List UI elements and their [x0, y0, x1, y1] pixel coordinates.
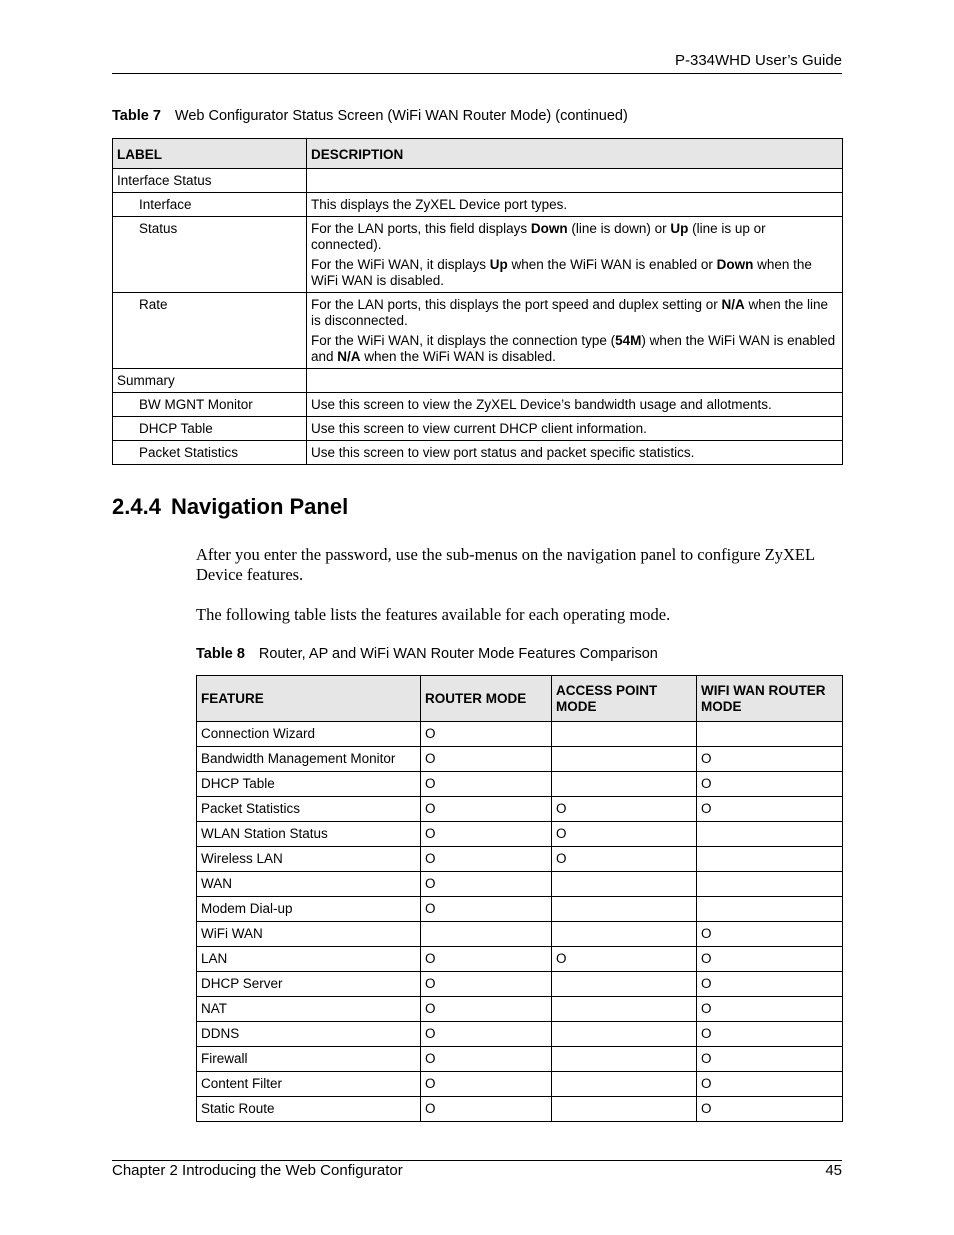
- row-description: For the LAN ports, this field displays Down (line is down) or Up (line is up or connected). For the WiFi WAN, it displays Up when the WiFi WAN is enabled or Down when the WiFi WAN is disabled.: [307, 217, 843, 293]
- table-row: [197, 1072, 843, 1097]
- cell-feature: Content Filter: [197, 1072, 421, 1097]
- cell-router-mode: O: [421, 772, 552, 797]
- footer-chapter: Chapter 2 Introducing the Web Configurator: [112, 1162, 403, 1179]
- cell-wifi-wan-router-mode: O: [697, 1072, 843, 1097]
- row-description: Use this screen to view current DHCP client information.: [307, 417, 843, 441]
- table-row: [197, 1047, 843, 1072]
- table-row: [197, 1097, 843, 1122]
- table-row: [197, 947, 843, 972]
- cell-router-mode: O: [421, 1047, 552, 1072]
- column-header-description: DESCRIPTION: [307, 139, 843, 169]
- table-row: [113, 441, 843, 465]
- cell-feature: DHCP Table: [197, 772, 421, 797]
- row-label: Interface: [113, 193, 307, 217]
- cell-feature: Bandwidth Management Monitor: [197, 747, 421, 772]
- cell-access-point-mode: O: [552, 797, 697, 822]
- section-title: Navigation Panel: [170, 494, 349, 519]
- cell-access-point-mode: O: [552, 847, 697, 872]
- header-divider: [112, 73, 842, 74]
- cell-access-point-mode: [552, 1097, 697, 1122]
- cell-access-point-mode: [552, 997, 697, 1022]
- cell-feature: Static Route: [197, 1097, 421, 1122]
- footer-divider: [112, 1160, 842, 1161]
- cell-feature: WiFi WAN: [197, 922, 421, 947]
- cell-router-mode: O: [421, 797, 552, 822]
- table8-caption-label: Table 8: [196, 646, 245, 662]
- cell-access-point-mode: [552, 772, 697, 797]
- row-description: This displays the ZyXEL Device port types.: [307, 193, 843, 217]
- cell-wifi-wan-router-mode: [697, 897, 843, 922]
- row-description: [307, 369, 843, 393]
- cell-access-point-mode: O: [552, 822, 697, 847]
- cell-access-point-mode: [552, 1072, 697, 1097]
- cell-access-point-mode: [552, 922, 697, 947]
- cell-feature: Connection Wizard: [197, 722, 421, 747]
- table-row: [113, 217, 843, 293]
- cell-wifi-wan-router-mode: [697, 847, 843, 872]
- cell-feature: DDNS: [197, 1022, 421, 1047]
- cell-access-point-mode: [552, 1047, 697, 1072]
- cell-wifi-wan-router-mode: O: [697, 1022, 843, 1047]
- column-header-feature: FEATURE: [197, 676, 421, 722]
- cell-feature: Modem Dial-up: [197, 897, 421, 922]
- cell-wifi-wan-router-mode: O: [697, 972, 843, 997]
- row-description: Use this screen to view port status and packet specific statistics.: [307, 441, 843, 465]
- table-row: [113, 369, 843, 393]
- column-header-access-point-mode: ACCESS POINT MODE: [552, 676, 697, 722]
- table8-caption-text: Router, AP and WiFi WAN Router Mode Features Comparison: [258, 646, 658, 662]
- table-header-row: [197, 676, 843, 722]
- cell-router-mode: O: [421, 1072, 552, 1097]
- cell-wifi-wan-router-mode: O: [697, 772, 843, 797]
- cell-router-mode: O: [421, 1022, 552, 1047]
- row-label: Summary: [113, 369, 307, 393]
- cell-wifi-wan-router-mode: O: [697, 797, 843, 822]
- cell-feature: Packet Statistics: [197, 797, 421, 822]
- cell-access-point-mode: [552, 897, 697, 922]
- cell-access-point-mode: [552, 1022, 697, 1047]
- cell-feature: DHCP Server: [197, 972, 421, 997]
- row-description: For the LAN ports, this displays the port speed and duplex setting or N/A when the line is disconnected. For the WiFi WAN, it displays the connection type (54M) when the WiFi WAN is enabled and N/A when the WiFi WAN is disabled.: [307, 293, 843, 369]
- features-comparison-table: [196, 675, 843, 1122]
- table-row: [197, 772, 843, 797]
- table-row: [113, 417, 843, 441]
- table-row: [197, 997, 843, 1022]
- status-screen-table: [112, 138, 843, 465]
- cell-access-point-mode: O: [552, 947, 697, 972]
- cell-router-mode: [421, 922, 552, 947]
- table-row: [197, 1022, 843, 1047]
- table-row: [197, 847, 843, 872]
- table-row: [197, 797, 843, 822]
- table7-caption-label: Table 7: [112, 108, 161, 124]
- cell-router-mode: O: [421, 947, 552, 972]
- row-label: DHCP Table: [113, 417, 307, 441]
- cell-feature: Firewall: [197, 1047, 421, 1072]
- cell-wifi-wan-router-mode: [697, 872, 843, 897]
- table-header-row: [113, 139, 843, 169]
- row-label: BW MGNT Monitor: [113, 393, 307, 417]
- cell-router-mode: O: [421, 972, 552, 997]
- cell-access-point-mode: [552, 722, 697, 747]
- cell-wifi-wan-router-mode: O: [697, 747, 843, 772]
- row-label: Packet Statistics: [113, 441, 307, 465]
- section-number: 2.4.4: [112, 494, 161, 519]
- cell-wifi-wan-router-mode: O: [697, 1097, 843, 1122]
- table7-caption: [112, 108, 628, 124]
- row-label: Rate: [113, 293, 307, 369]
- table-row: [197, 722, 843, 747]
- table-row: [113, 293, 843, 369]
- table-row: [197, 747, 843, 772]
- cell-router-mode: O: [421, 847, 552, 872]
- cell-access-point-mode: [552, 872, 697, 897]
- cell-router-mode: O: [421, 872, 552, 897]
- table-row: [197, 822, 843, 847]
- cell-access-point-mode: [552, 747, 697, 772]
- cell-router-mode: O: [421, 822, 552, 847]
- cell-feature: WAN: [197, 872, 421, 897]
- table-row: [113, 169, 843, 193]
- cell-router-mode: O: [421, 897, 552, 922]
- table-intro-paragraph: The following table lists the features available for each operating mode.: [196, 605, 671, 624]
- table-row: [113, 193, 843, 217]
- cell-access-point-mode: [552, 972, 697, 997]
- cell-wifi-wan-router-mode: O: [697, 922, 843, 947]
- column-header-router-mode: ROUTER MODE: [421, 676, 552, 722]
- table-row: [197, 972, 843, 997]
- cell-feature: WLAN Station Status: [197, 822, 421, 847]
- table-row: [197, 872, 843, 897]
- table-row: [113, 393, 843, 417]
- section-heading: [112, 494, 348, 520]
- cell-feature: NAT: [197, 997, 421, 1022]
- page-header-title: P-334WHD User’s Guide: [675, 52, 842, 69]
- table7-caption-text: Web Configurator Status Screen (WiFi WAN Router Mode) (continued): [174, 108, 628, 124]
- cell-wifi-wan-router-mode: [697, 722, 843, 747]
- row-label: Interface Status: [113, 169, 307, 193]
- cell-router-mode: O: [421, 722, 552, 747]
- table-row: [197, 897, 843, 922]
- cell-wifi-wan-router-mode: [697, 822, 843, 847]
- cell-router-mode: O: [421, 747, 552, 772]
- column-header-label: LABEL: [113, 139, 307, 169]
- cell-router-mode: O: [421, 997, 552, 1022]
- table8-caption: [196, 646, 658, 662]
- column-header-wifi-wan-router-mode: WIFI WAN ROUTER MODE: [697, 676, 843, 722]
- row-label: Status: [113, 217, 307, 293]
- cell-router-mode: O: [421, 1097, 552, 1122]
- intro-paragraph: After you enter the password, use the sub-menus on the navigation panel to configure ZyXEL Device features.: [196, 545, 815, 584]
- row-description: Use this screen to view the ZyXEL Device’s bandwidth usage and allotments.: [307, 393, 843, 417]
- cell-feature: LAN: [197, 947, 421, 972]
- footer-page-number: 45: [825, 1162, 842, 1179]
- cell-wifi-wan-router-mode: O: [697, 947, 843, 972]
- table-row: [197, 922, 843, 947]
- cell-wifi-wan-router-mode: O: [697, 1047, 843, 1072]
- cell-wifi-wan-router-mode: O: [697, 997, 843, 1022]
- row-description: [307, 169, 843, 193]
- cell-feature: Wireless LAN: [197, 847, 421, 872]
